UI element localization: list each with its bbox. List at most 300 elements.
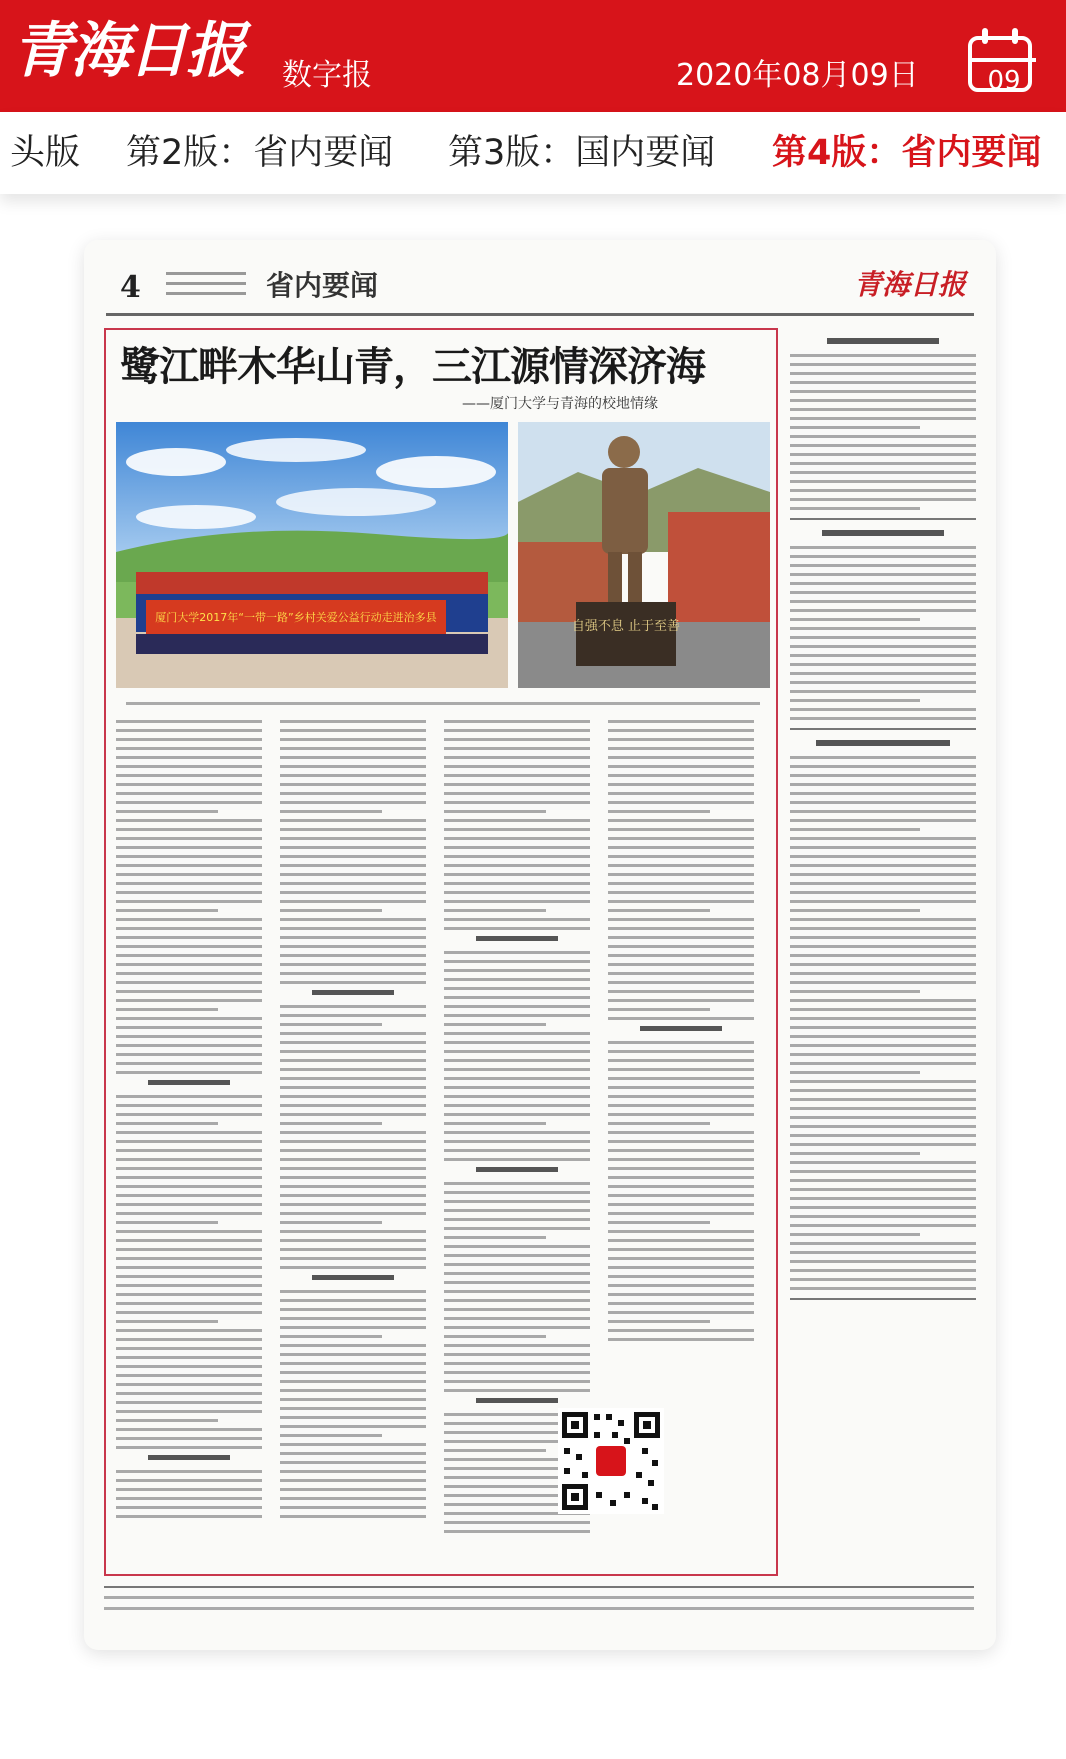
text-line (444, 837, 590, 840)
text-line (280, 1239, 426, 1242)
text-line (116, 999, 262, 1002)
text-line (790, 990, 920, 993)
text-line (444, 927, 590, 930)
text-line (116, 1158, 262, 1161)
text-line (280, 747, 426, 750)
subheading-mark (476, 936, 558, 941)
calendar-icon (968, 36, 1032, 96)
text-line (790, 1098, 976, 1101)
text-line (444, 1263, 590, 1266)
text-line (280, 1371, 426, 1374)
text-line (444, 1014, 590, 1017)
text-line (790, 855, 976, 858)
article-subhead: ——厦门大学与青海的校地情缘 (462, 396, 658, 412)
text-line (790, 354, 976, 357)
text-line (790, 645, 976, 648)
text-line (280, 1257, 426, 1260)
text-line (280, 1230, 426, 1233)
subheading-mark (640, 1026, 722, 1031)
text-line (790, 1206, 976, 1209)
text-line (116, 918, 262, 921)
text-line (790, 1179, 976, 1182)
text-line (116, 972, 262, 975)
text-line (790, 882, 976, 885)
text-line (444, 873, 590, 876)
text-line (608, 1266, 754, 1269)
page-number: 4 (120, 270, 141, 305)
text-line (608, 963, 754, 966)
text-line (280, 891, 426, 894)
side-headline-mark (827, 338, 939, 344)
text-line (608, 819, 754, 822)
text-line (116, 1401, 262, 1404)
text-line (280, 1479, 426, 1482)
text-line (790, 363, 976, 366)
text-line (116, 1329, 262, 1332)
text-line (116, 1293, 262, 1296)
text-line (280, 963, 426, 966)
page-header (106, 260, 974, 316)
text-line (608, 1077, 754, 1080)
text-line (280, 846, 426, 849)
text-line (116, 1095, 262, 1098)
text-line (444, 1299, 590, 1302)
text-line (790, 498, 976, 501)
lead-article[interactable] (104, 328, 778, 1576)
text-line (116, 1428, 262, 1431)
tab-page-2[interactable]: 第2版：省内要闻 (126, 133, 394, 173)
text-line (444, 1254, 590, 1257)
text-line (790, 792, 976, 795)
text-line (116, 1470, 262, 1473)
text-line (444, 1353, 590, 1356)
text-line (116, 1167, 262, 1170)
text-line (790, 390, 976, 393)
text-line (116, 1419, 218, 1422)
calendar-header-bar (972, 58, 1036, 62)
text-line (116, 1320, 218, 1323)
text-line (444, 720, 590, 723)
text-line (444, 918, 590, 921)
text-line (280, 927, 426, 930)
text-line (790, 609, 976, 612)
text-line (444, 882, 590, 885)
divider (790, 518, 976, 520)
text-line (280, 1407, 426, 1410)
text-line (280, 1317, 426, 1320)
text-line (608, 864, 754, 867)
text-line (280, 765, 426, 768)
group-photo (116, 422, 508, 688)
text-line (280, 729, 426, 732)
text-line (444, 1236, 546, 1239)
text-line (608, 756, 754, 759)
text-line (790, 1107, 976, 1110)
tab-page-4[interactable]: 第4版：省内要闻 (772, 133, 1042, 173)
text-line (790, 1053, 976, 1056)
text-line (790, 717, 976, 720)
article-headline: 鹭江畔木华山青，三江源情深济海 (120, 343, 705, 390)
text-line (116, 1131, 262, 1134)
text-line (790, 480, 976, 483)
text-line (444, 1191, 590, 1194)
text-line (444, 810, 546, 813)
text-line (280, 1497, 426, 1500)
text-line (608, 900, 754, 903)
text-line (608, 882, 754, 885)
text-line (790, 699, 920, 702)
text-line (280, 1515, 426, 1518)
text-line (280, 1443, 426, 1446)
text-line (608, 1158, 754, 1161)
text-line (444, 1182, 590, 1185)
text-line (608, 1086, 754, 1089)
text-line (444, 1122, 546, 1125)
calendar-day: 09 (987, 66, 1021, 96)
text-line (790, 1287, 976, 1290)
text-line (280, 1194, 426, 1197)
text-line (116, 1506, 262, 1509)
text-line (116, 882, 262, 885)
text-line (280, 1461, 426, 1464)
app-header (0, 0, 1066, 112)
text-line (116, 1410, 262, 1413)
text-line (116, 828, 262, 831)
text-line (608, 810, 710, 813)
text-line (790, 1035, 976, 1038)
subheading-mark (476, 1167, 558, 1172)
text-line (608, 1167, 754, 1170)
text-line (790, 1044, 976, 1047)
text-line (116, 1497, 262, 1500)
text-line (790, 636, 976, 639)
text-line (116, 1044, 262, 1047)
text-line (608, 1176, 754, 1179)
text-line (116, 729, 262, 732)
text-line (116, 720, 262, 723)
text-line (608, 1329, 754, 1332)
text-line (608, 792, 754, 795)
text-line (280, 1176, 426, 1179)
calendar-ring-right (1012, 28, 1018, 44)
text-line (608, 918, 754, 921)
text-line (116, 1338, 262, 1341)
brand-subtitle: 数字报 (282, 58, 372, 93)
text-line (608, 1095, 754, 1098)
text-line (444, 1380, 590, 1383)
text-line (790, 1170, 976, 1173)
text-line (116, 1446, 262, 1449)
text-line (444, 1326, 590, 1329)
text-line (280, 810, 382, 813)
subheading-mark (148, 1080, 230, 1085)
text-line (790, 444, 976, 447)
text-line (608, 990, 754, 993)
text-line (280, 1335, 382, 1338)
text-line (280, 1452, 426, 1455)
text-line (116, 810, 218, 813)
text-line (790, 417, 976, 420)
text-line (116, 945, 262, 948)
text-line (608, 1275, 754, 1278)
text-line (116, 891, 262, 894)
text-line (444, 747, 590, 750)
text-line (116, 1026, 262, 1029)
text-line (608, 1185, 754, 1188)
text-line (280, 945, 426, 948)
text-line (790, 828, 920, 831)
text-line (608, 945, 754, 948)
text-line (280, 1077, 426, 1080)
subheading-mark (476, 1398, 558, 1403)
text-line (790, 618, 920, 621)
text-line (608, 1194, 754, 1197)
text-line (116, 1392, 262, 1395)
text-line (790, 918, 976, 921)
text-line (790, 1125, 976, 1128)
text-line (790, 600, 976, 603)
text-line (608, 909, 710, 912)
text-line (116, 1311, 262, 1314)
text-line (444, 1389, 590, 1392)
text-line (280, 918, 426, 921)
text-line (280, 1149, 426, 1152)
text-line (608, 1311, 754, 1314)
text-line (116, 963, 262, 966)
text-line (608, 873, 754, 876)
brand-logo[interactable]: 青海日报 (12, 16, 244, 86)
text-line (280, 1158, 426, 1161)
subheading-mark (312, 1275, 394, 1280)
text-line (116, 765, 262, 768)
statue-photo (518, 422, 770, 688)
text-line (444, 1308, 590, 1311)
text-line (790, 783, 976, 786)
text-line (608, 765, 754, 768)
text-line (444, 951, 590, 954)
page-meta (166, 272, 246, 302)
text-line (280, 1041, 426, 1044)
text-line (608, 972, 754, 975)
text-line (790, 1152, 920, 1155)
text-line (608, 720, 754, 723)
text-line (608, 936, 754, 939)
text-line (444, 891, 590, 894)
text-line (608, 1149, 754, 1152)
text-line (116, 1266, 262, 1269)
text-line (790, 981, 976, 984)
text-line (280, 1005, 426, 1008)
text-line (116, 747, 262, 750)
calendar-button[interactable] (968, 28, 1032, 96)
text-line (280, 1266, 426, 1269)
newspaper-page[interactable] (84, 240, 996, 1650)
text-line (790, 954, 976, 957)
text-line (790, 681, 976, 684)
text-column (280, 720, 426, 1540)
text-line (280, 1050, 426, 1053)
text-line (790, 1026, 976, 1029)
text-line (280, 1326, 426, 1329)
text-line (608, 891, 754, 894)
text-line (116, 756, 262, 759)
text-line (280, 756, 426, 759)
text-line (608, 1050, 754, 1053)
text-line (116, 1194, 262, 1197)
text-line (790, 999, 976, 1002)
text-line (116, 1212, 262, 1215)
text-line (116, 909, 218, 912)
text-line (280, 1104, 426, 1107)
text-line (280, 1122, 382, 1125)
group-photo-graphic (116, 422, 508, 688)
text-line (790, 1017, 976, 1020)
text-line (790, 435, 976, 438)
text-line (280, 1248, 426, 1251)
text-line (608, 747, 754, 750)
text-line (790, 1242, 976, 1245)
text-line (116, 801, 262, 804)
text-line (444, 987, 590, 990)
text-line (280, 1068, 426, 1071)
text-line (608, 1302, 754, 1305)
subheading-mark (148, 1455, 230, 1460)
text-line (280, 1434, 382, 1437)
text-line (116, 1488, 262, 1491)
text-line (608, 1008, 710, 1011)
text-line (280, 1113, 426, 1116)
text-line (280, 1131, 426, 1134)
text-line (280, 774, 426, 777)
text-line (280, 1389, 426, 1392)
text-line (444, 1200, 590, 1203)
text-line (280, 936, 426, 939)
text-line (280, 1203, 426, 1206)
text-line (280, 1470, 426, 1473)
text-line (790, 846, 976, 849)
text-line (790, 708, 976, 711)
text-line (444, 1077, 590, 1080)
text-line (790, 1089, 976, 1092)
text-line (790, 837, 976, 840)
text-line (790, 627, 976, 630)
text-line (280, 738, 426, 741)
text-line (790, 1224, 976, 1227)
text-line (444, 1059, 590, 1062)
text-line (444, 978, 590, 981)
text-line (790, 873, 976, 876)
qr-code[interactable] (558, 1408, 664, 1514)
text-line (116, 774, 262, 777)
text-line (116, 1437, 262, 1440)
text-line (116, 1113, 262, 1116)
text-line (116, 1515, 262, 1518)
text-line (116, 1104, 262, 1107)
text-line (608, 1257, 754, 1260)
text-line (280, 1212, 426, 1215)
text-line (280, 1506, 426, 1509)
text-line (444, 900, 590, 903)
text-line (280, 1059, 426, 1062)
text-line (790, 690, 976, 693)
text-line (280, 882, 426, 885)
text-line (116, 1221, 218, 1224)
text-line (280, 1095, 426, 1098)
text-line (116, 855, 262, 858)
tab-front-page[interactable]: 头版 (10, 133, 81, 173)
text-line (116, 1071, 262, 1074)
text-line (790, 654, 976, 657)
side-column[interactable] (790, 328, 976, 1576)
text-line (608, 1017, 754, 1020)
text-line (790, 564, 976, 567)
text-line (790, 372, 976, 375)
text-line (790, 1233, 920, 1236)
text-line (280, 1290, 426, 1293)
tab-page-3[interactable]: 第3版：国内要闻 (448, 133, 716, 173)
text-line (280, 1380, 426, 1383)
text-line (790, 663, 976, 666)
text-line (790, 462, 976, 465)
text-line (444, 1086, 590, 1089)
subheading-mark (312, 990, 394, 995)
text-line (444, 1050, 590, 1053)
text-line (608, 855, 754, 858)
text-line (280, 1398, 426, 1401)
text-line (280, 1308, 426, 1311)
text-line (608, 981, 754, 984)
text-line (444, 1113, 590, 1116)
text-line (608, 801, 754, 804)
text-line (116, 1122, 218, 1125)
text-line (116, 1248, 262, 1251)
text-line (608, 1041, 754, 1044)
text-line (444, 801, 590, 804)
text-line (608, 1293, 754, 1296)
text-line (116, 1284, 262, 1287)
photo-caption (126, 698, 760, 710)
text-line (280, 837, 426, 840)
text-line (280, 1362, 426, 1365)
text-line (790, 909, 920, 912)
text-line (280, 1353, 426, 1356)
text-line (280, 819, 426, 822)
text-line (116, 846, 262, 849)
text-line (790, 774, 976, 777)
text-line (116, 954, 262, 957)
side-headline-mark (816, 740, 950, 746)
text-line (444, 774, 590, 777)
text-line (608, 774, 754, 777)
text-line (608, 1230, 754, 1233)
text-line (116, 1203, 262, 1206)
text-line (444, 828, 590, 831)
text-line (790, 1251, 976, 1254)
text-line (608, 1104, 754, 1107)
text-line (280, 801, 426, 804)
side-headline-mark (822, 530, 945, 536)
text-line (116, 900, 262, 903)
text-line (444, 738, 590, 741)
text-line (790, 1116, 976, 1119)
text-line (608, 1068, 754, 1071)
text-line (790, 810, 976, 813)
text-line (608, 1248, 754, 1251)
text-line (116, 1176, 262, 1179)
text-line (116, 738, 262, 741)
text-line (608, 738, 754, 741)
text-line (790, 1071, 920, 1074)
